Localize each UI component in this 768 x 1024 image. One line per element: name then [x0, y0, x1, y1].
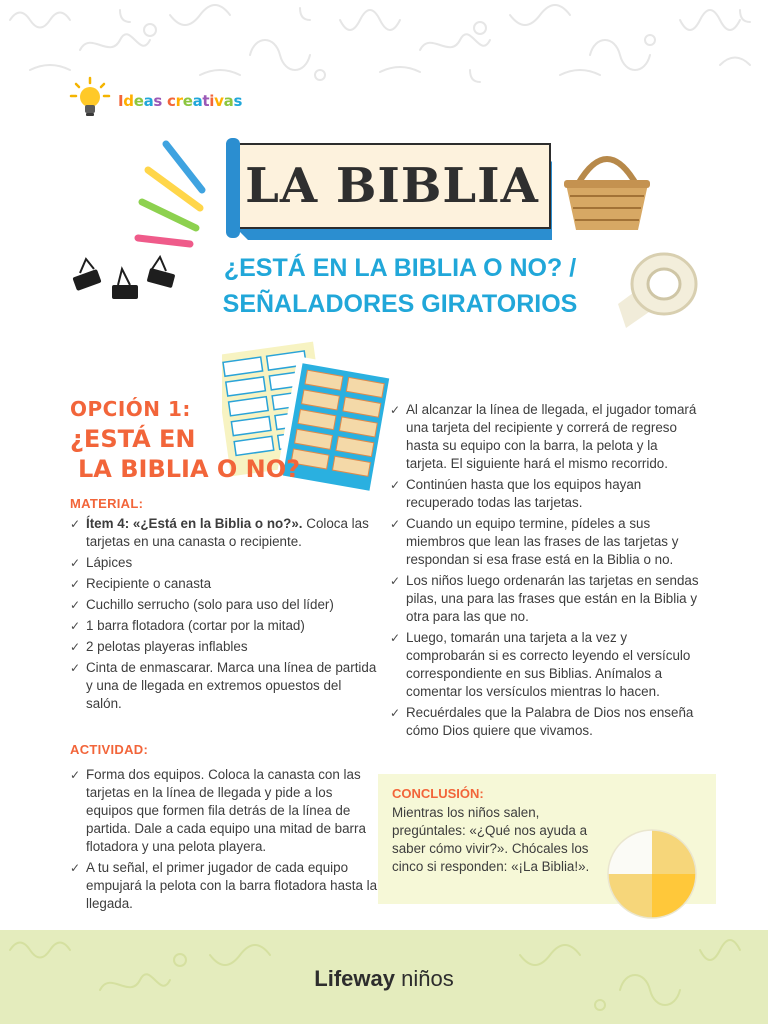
brand-header	[68, 76, 242, 125]
option-number: OPCIÓN 1:	[70, 397, 191, 421]
activity-item	[390, 629, 700, 701]
binder-clips-illustration	[72, 255, 182, 312]
checkmark-icon: ✓	[390, 517, 401, 531]
pencils-illustration	[128, 140, 210, 255]
material-list	[70, 515, 380, 716]
list-item-text: Recipiente o canasta	[86, 576, 212, 591]
checkmark-icon: ✓	[70, 640, 81, 654]
material-label: MATERIAL:	[70, 496, 144, 511]
checkmark-icon: ✓	[70, 556, 81, 570]
list-item-text: 2 pelotas playeras inflables	[86, 639, 248, 654]
page-subtitle	[180, 250, 620, 322]
material-item	[70, 575, 380, 593]
list-item-text: Continúen hasta que los equipos hayan recuperado todas las tarjetas.	[406, 477, 642, 510]
option-name-line-2: LA BIBLIA O NO?	[78, 455, 301, 483]
list-item-text: Los niños luego ordenarán las tarjetas en sendas pilas, una para las frases que están en la Biblia y otra para las que no.	[406, 573, 699, 624]
basket-illustration	[560, 140, 654, 237]
checkmark-icon: ✓	[390, 403, 401, 417]
list-item-text: Luego, tomarán una tarjeta a la vez y comprobarán si es correcto leyendo el versículo correspondiente en sus Biblias. Anímalos a comentar los versículos mientras lo hacen.	[406, 630, 691, 699]
material-item	[70, 659, 380, 713]
checkmark-icon: ✓	[70, 619, 81, 633]
tape-roll-illustration	[606, 244, 700, 337]
footer	[0, 930, 768, 1024]
footer-logo	[0, 966, 768, 992]
list-item-text: Coloca las tarjetas en una canasta o recipiente.	[86, 516, 369, 549]
checkmark-icon: ✓	[390, 574, 401, 588]
lightbulb-icon	[68, 76, 112, 125]
option-title	[70, 394, 300, 484]
activity-list	[70, 766, 380, 916]
list-item-text: 1 barra flotadora (cortar por la mitad)	[86, 618, 305, 633]
title-banner	[222, 136, 554, 240]
footer-brand-bold: Lifeway	[314, 966, 395, 991]
material-item	[70, 596, 380, 614]
option-name-line-1: ¿ESTÁ EN	[70, 425, 196, 453]
activity-item	[390, 515, 700, 569]
list-item-text: Cuando un equipo termine, pídeles a sus miembros que lean las frases de las tarjetas y respondan si esa frase está en la Biblia o no.	[406, 516, 679, 567]
material-item	[70, 617, 380, 635]
list-item-bold: Ítem 4: «¿Está en la Biblia o no?».	[86, 516, 303, 531]
list-item-text: Recuérdales que la Palabra de Dios nos enseña cómo Dios quiere que vivamos.	[406, 705, 694, 738]
activity-item	[390, 476, 700, 512]
list-item-text: Forma dos equipos. Coloca la canasta con las tarjetas en la línea de llegada y pide a los equipos que formen fila detrás de la línea de partida. Dale a cada equipo una mitad de barra flotadora y una pelota playera.	[86, 767, 366, 854]
material-item	[70, 515, 380, 551]
checkmark-icon: ✓	[70, 598, 81, 612]
activity-item	[390, 572, 700, 626]
activity-item	[390, 704, 700, 740]
activity-item	[390, 401, 700, 473]
brand-label: Ideas creativas	[118, 91, 243, 110]
checkmark-icon: ✓	[70, 861, 81, 875]
checkmark-icon: ✓	[390, 706, 401, 720]
footer-brand-rest: niños	[394, 966, 454, 991]
activity-item	[70, 766, 380, 856]
checkmark-icon: ✓	[390, 631, 401, 645]
checkmark-icon: ✓	[70, 661, 81, 675]
checkmark-icon: ✓	[390, 478, 401, 492]
activity-label: ACTIVIDAD:	[70, 742, 149, 757]
checkmark-icon: ✓	[70, 577, 81, 591]
subtitle-line-1: ¿ESTÁ EN LA BIBLIA O NO? /	[223, 254, 577, 282]
list-item-text: A tu señal, el primer jugador de cada equipo empujará la pelota con la barra flotadora hasta la llegada.	[86, 860, 378, 911]
beach-ball-illustration	[604, 826, 700, 927]
list-item-text: Al alcanzar la línea de llegada, el jugador tomará una tarjeta del recipiente y correrá de regreso hasta su equipo con la barra, la pelota y la tarjeta. El siguiente hará el mismo recorrido.	[406, 402, 697, 471]
page-title: LA BIBLIA	[245, 158, 539, 214]
list-item-text: Cuchillo serrucho (solo para uso del líder)	[86, 597, 334, 612]
conclusion-text: Mientras los niños salen, pregúntales: «¿Qué nos ayuda a saber cómo vivir?». Chócales los cinco si responden: «¡La Biblia!».	[392, 805, 590, 874]
conclusion-label: CONCLUSIÓN:	[392, 786, 484, 801]
activity-continued-list	[390, 401, 700, 743]
material-item	[70, 638, 380, 656]
subtitle-line-2: SEÑALADORES GIRATORIOS	[222, 290, 578, 318]
checkmark-icon: ✓	[70, 517, 81, 531]
activity-item	[70, 859, 380, 913]
list-item-text: Cinta de enmascarar. Marca una línea de partida y una de llegada en extremos opuestos del salón.	[86, 660, 377, 711]
list-item-text: Lápices	[86, 555, 133, 570]
material-item	[70, 554, 380, 572]
checkmark-icon: ✓	[70, 768, 81, 782]
